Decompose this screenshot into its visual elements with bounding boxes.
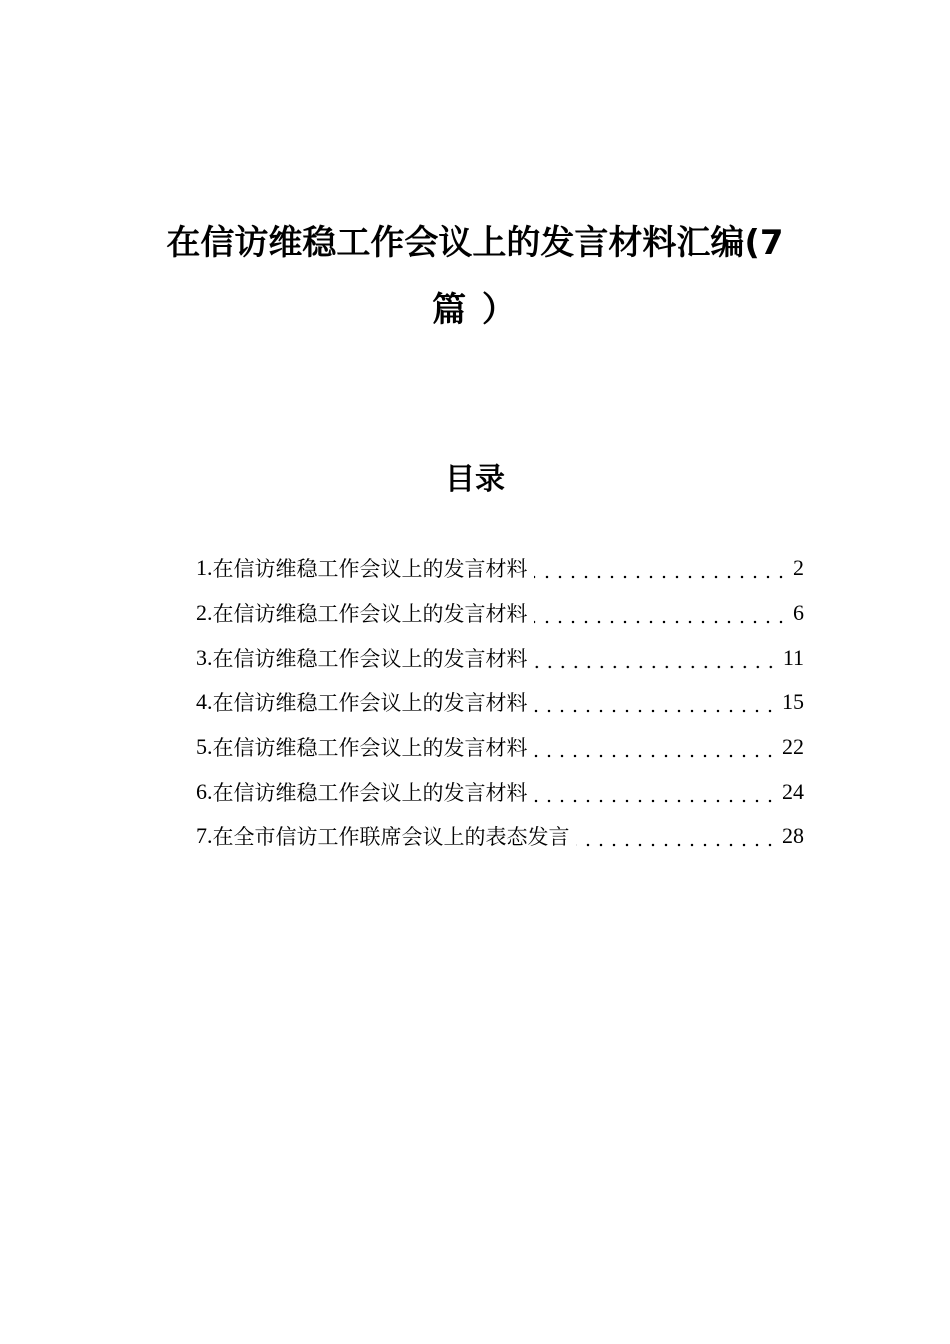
toc-entry-page: 11: [782, 644, 804, 670]
toc-entry-page: 6: [793, 600, 804, 626]
toc-entry-title: 在全市信访工作联席会议上的表态发言: [212, 825, 570, 850]
toc-entry-3[interactable]: [196, 635, 804, 680]
toc-entry-6[interactable]: [196, 769, 804, 814]
toc-entry-number: 3.: [196, 644, 213, 670]
toc-entry-title: 在信访维稳工作会议上的发言材料: [212, 602, 528, 627]
toc-entry-1[interactable]: [196, 546, 804, 591]
dot-leader: [534, 781, 777, 803]
toc-entry-page: 24: [782, 778, 804, 804]
toc-heading: 目录: [445, 462, 505, 497]
table-of-contents: [196, 546, 804, 859]
document-title-line-1: 在信访维稳工作会议上的发言材料汇编(7: [166, 223, 784, 263]
dot-leader: [576, 825, 777, 847]
dot-leader: [534, 736, 777, 758]
toc-entry-7[interactable]: [196, 814, 804, 859]
toc-entry-page: 22: [782, 734, 804, 760]
toc-entry-number: 7.: [196, 823, 213, 849]
toc-entry-title: 在信访维稳工作会议上的发言材料: [212, 646, 528, 671]
toc-entry-page: 28: [782, 823, 804, 849]
toc-entry-title: 在信访维稳工作会议上的发言材料: [212, 780, 528, 805]
toc-entry-number: 2.: [196, 600, 213, 626]
toc-entry-number: 4.: [196, 689, 213, 715]
toc-entry-title: 在信访维稳工作会议上的发言材料: [212, 736, 528, 761]
toc-entry-5[interactable]: [196, 725, 804, 770]
toc-entry-page: 2: [793, 555, 804, 581]
toc-entry-title: 在信访维稳工作会议上的发言材料: [212, 691, 528, 716]
toc-entry-number: 5.: [196, 734, 213, 760]
document-title-line-2: 篇 ）: [432, 290, 518, 330]
toc-entry-number: 1.: [196, 555, 213, 581]
toc-entry-title: 在信访维稳工作会议上的发言材料: [212, 557, 528, 582]
dot-leader: [534, 691, 777, 713]
toc-entry-number: 6.: [196, 778, 213, 804]
toc-entry-2[interactable]: [196, 591, 804, 636]
dot-leader: [534, 647, 777, 669]
toc-entry-page: 15: [782, 689, 804, 715]
dot-leader: [534, 557, 788, 579]
toc-entry-4[interactable]: [196, 680, 804, 725]
dot-leader: [534, 602, 788, 624]
